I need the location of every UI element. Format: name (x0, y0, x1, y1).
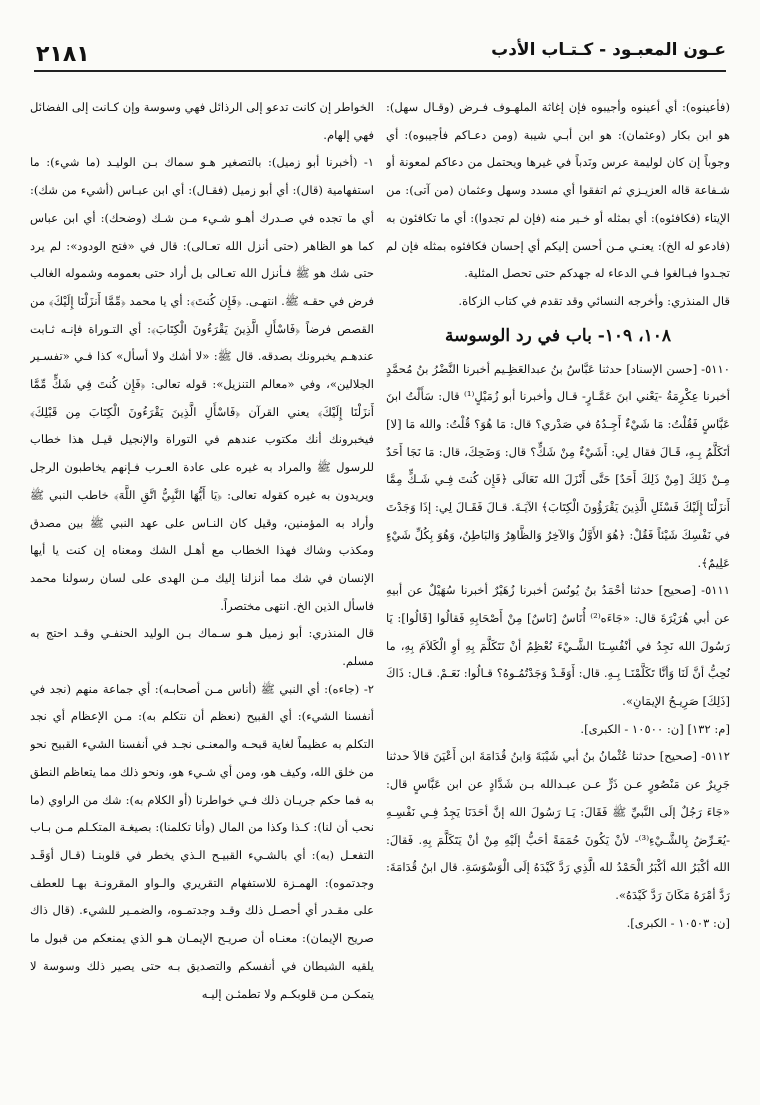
commentary-note-2: ٢- (جاءه): أي النبي ﷺ (أناس مـن أصحابـه): أي جماعة منهم (نجد في أنفسنا الشيء): أي القبيح (نعظم أن نتكلم به): مـن الإعظام أي نجد التكلم به عظيماً لغاية قبحـه والمعنـى نجـد في أنفسنا الشيء القبيح نحو من خلق الله، وكيف هو، ومن أي شـيء هو، ونحو ذلك مما يتعاظم النطق به فما حكم جريـان ذلك فـي خواطرنا (أو الكلام به): شك من الراوي (ما نحب أن لنا): كـذا وكذا من المال (وأنا تكلمنا): بصيغـة المتكـلم مـن بـاب التفعـل (به): أي بالشـيء القبيـح الـذي يخطر في قلوبنـا (قـال أوَقَـد وجدتموه): الهمـزة للاستفهام التقريري والـواو المقرونـة بهـا للعطف على مقـدر أي أحصـل ذلك وقـد وجدتمـوه، والضمـير للشيء. (قال ذاك صريح الإيمان): معنـاه أن صريـح الإيمـان هـو الذي يمنعكم من قبول ما يلقيه الشيطان في أنفسكم والتصديق بـه حتى يصير ذلك وسوسة لا يتمكـن مـن قلوبكـم ولا تطمئـن إليـه (30, 681, 374, 1001)
mundhiri-note-left: قال المنذري: أبو زميل هـو سـماك بـن الوليد الحنفـي وقـد احتج به مسلم. (30, 626, 374, 669)
commentary-note-1: ١- (أخبرنا أبو زميل): بالتصغير هـو سماك بـن الوليـد (ما شيء): ما استفهامية (قال): أي أبو زميل (فقـال): أي ابن عبـاس (أشيء من شك): أي ما تجده في صـدرك أهـو شـيء مـن شـك (وضحك): أي ابن عباس كما هو الظاهر (حتى أنزل الله تعـالى): قال في «فتح الودود»: لم يرد حتى شك هو ﷺ فـأنزل الله تعـالى بل أراد حتى بعمومه وشموله الغالب فرض في حقـه ﷺ. انتهـى. ﴿فَإِن كُنتَ﴾: أي يا محمد ﴿مِّمَّا أَنزَلْنَا إِلَيْكَ﴾ من القصص فرضاً ﴿فَاسْأَلِ الَّذِينَ يَقْرَءُونَ الْكِتَابَ﴾: أي التـوراة فإنـه ثـابت عندهـم يخبرونك بصدقه. قال ﷺ: «لا أشك ولا أسأل» كذا فـي «تفسـير الجلالين»، وفي «معالم التنزيل»: قوله تعالى: ﴿فَإِن كُنتَ فِي شَكٍّ مِّمَّا أَنزَلْنَا إِلَيْكَ﴾ يعني القرآن ﴿فَاسْأَلِ الَّذِينَ يَقْرَءُونَ الْكِتَابَ مِن قَبْلِكَ﴾ فيخبرونك أنك مكتوب عندهم في التوراة والإنجيل قيـل هذا خطاب للرسول ﷺ والمراد به غيره على عادة العـرب فـإنهم يخاطبون الرجل ويريدون به غيره كقوله تعالى: ﴿يَا أَيُّهَا النَّبِيُّ اتَّقِ اللَّهَ﴾ خاطب النبي ﷺ وأراد به المؤمنين، وقيل كان النـاس على عهد النبي ﷺ بين مصدق ومكذب وشاك فهذا الخطاب مع أهـل الشك ومعناه إن كنت يا أيها الإنسان في شك مما أنزلنا إليك مـن الهدى على لسان رسولنا محمد فاسأل الذين الخ. انتهى مختصراً. (30, 155, 374, 613)
reference-5112: [ن: ١٠٥٠٣ - الكبرى]. (626, 915, 730, 930)
left-column (30, 94, 374, 1091)
chapter-heading: ١٠٨، ١٠٩- باب في رد الوسوسة (444, 325, 671, 346)
right-column (386, 94, 730, 1091)
commentary-intro: (فأعينوه): أي أعينوه وأجيبوه فإن إغاثة الملهـوف فـرض (وقـال سهل): هو ابن بكار (وعثمان): هو ابن أبـي شيبة (ومن دعـاكم فأجيبوه): أي وجوباً إن كان لوليمة عرس ونَدباً في غيرها ويحتمل من دعاكم لمعونة أو شـفاعة قاله العزيـزي ثم اتفقوا أي مسدد وسهل وعثمان (من آتى): من الإيتاء (فكافئوه): أي بمثله أو خـير منه (فإن لم تجدوا): أي ما تكافئون به (فادعو له الخ): يعنـي مـن أحسن إليكم أي إحسان فكافئوه بمثله فإن لم تجـدوا فبـالغوا فـي الدعاء له جهدكم حتى تحصل المثلية. (386, 100, 730, 281)
commentary-continuation: الخواطر إن كانت تدعو إلى الرذائل فهي وسوسة وإن كـانت إلى الفضائل فهي إلهام. (30, 100, 374, 142)
running-title: عـون المعبـود - كـتـاب الأدب (491, 40, 726, 60)
reference-5111: [م: ١٣٢] [ن: ١٠٥٠٠ - الكبرى]. (580, 721, 730, 736)
mundhiri-note: قال المنذري: وأخرجه النسائي وقد تقدم في كتاب الزكاة. (458, 293, 730, 308)
hadith-5112: ٥١١٢- [صحيح] حدثنا عُثْمانُ بنُ أبي شَيْبَةَ وَابنُ قُدَامَةَ ابن أَعْيَنَ قالاَ حدثنا جَرِيرٌ عن مَنْصُورٍ عـن ذَرٍّ عـن عبـدالله بـن شَدَّادٍ عن ابن عَبَّاسٍ قال: «جَاءَ رَجُلٌ إلَى النَّبيِّ ﷺ فَقَالَ: يَـا رَسُولَ الله إنَّ أحَدَنَا يَجِدُ فِـي نَفْسِـهِ -يُعَـرِّضُ بِالشَّـيْءِ⁽³⁾- لأنْ يَكُونَ حُمَمَةً أحَبُّ إلَيْهِ مِنْ أنْ يَتَكَلَّمَ بِهِ. فَقالَ: الله أكْبَرُ الله أكْبَرُ الْحَمْدُ لله الَّذِي رَدَّ كَيْدَهُ إلَى الْوَسْوَسَةِ. قال ابنُ قُدَامَةَ: رَدَّ أمْرَهُ مَكَانَ رَدَّ كَيْدَهُ». (386, 749, 730, 902)
hadith-5110: ٥١١٠- [حسن الإسناد] حدثنا عَبَّاسُ بنُ عبدالعَظِـيم أخبرنا النَّضْرُ بنُ مُحمَّدٍ أخبرنا عِكْرِمَةُ -يَعْني ابنَ عَمَّـارٍ- قـال وأخبرنا أبو زُمَيْلٍ⁽¹⁾ قال: سَأَلْتُ ابنَ عَبَّاسٍ فَقُلْتُ: مَا شَيْءٌ أَجِـدُهُ في صَدْري؟ قال: مَا هُوَ؟ قُلْتُ: والله مَا [لا] أتَكَلَّمُ بِـهِ، قَـالَ فقال لِي: أَشَيْءٌ مِنْ شَكٍّ؟ قال: وَضَحِكَ، قال: مَا نَجَا أَحَدٌ مِـنْ ذَلِكَ [مِنْ ذَلِكَ أَحَدٌ] حَتَّى أَنْزَلَ الله تَعَالَى ﴿فَإِن كُنتَ فِـي شَـكٍّ مِمَّا أَنزَلْنَا إِلَيْكَ فَسْئَلِ الَّذِينَ يَقْرَؤُونَ الْكِتَابَ﴾ الآيَـةَ. قـالَ فَقَـالَ لِي: إذَا وَجَدْتَ في نَفْسِكَ شَيْئاً فَقُلْ: ﴿هُوَ الأَوَّلُ وَالآخِرُ وَالظَّاهِرُ وَالبَاطِنُ، وَهُوَ بِكُلِّ شَيْءٍ عَلِيمٌ﴾. (386, 361, 730, 570)
page-header (34, 32, 726, 72)
page-number: ٢١٨١ (36, 42, 90, 67)
hadith-5111: ٥١١١- [صحيح] حدثنا أحْمَدُ بنُ يُونُسَ أخبرنا زُهَيْرٌ أخبرنا سُهَيْلٌ عن أبيهِ عن أبي هُرَيْرَةَ قال: «جَاءَه⁽²⁾ أُنَاسٌ [نَاسٌ] مِنْ أَصْحَابِهِ فَقالُوا [قَالُوا]: يَا رَسُولَ الله نَجِدُ في أنْفُسِـنَا الشَّـيْءَ نُعْظِمُ أنْ نَتَكَلَّمَ بِهِ أوِ الْكَلاَمَ بِهِ، ما نُحِبُّ أنَّ لَنَا وَأنَّا تَكَلَّمْنَـا بِـهِ. قال: أَوَقَـدْ وَجَدْتُمُـوهُ؟ قـالُوا: نَعَـمْ. قـال: ذَاكَ [ذَلِكَ] صَرِيـحُ الإيمَانِ». (386, 583, 730, 709)
